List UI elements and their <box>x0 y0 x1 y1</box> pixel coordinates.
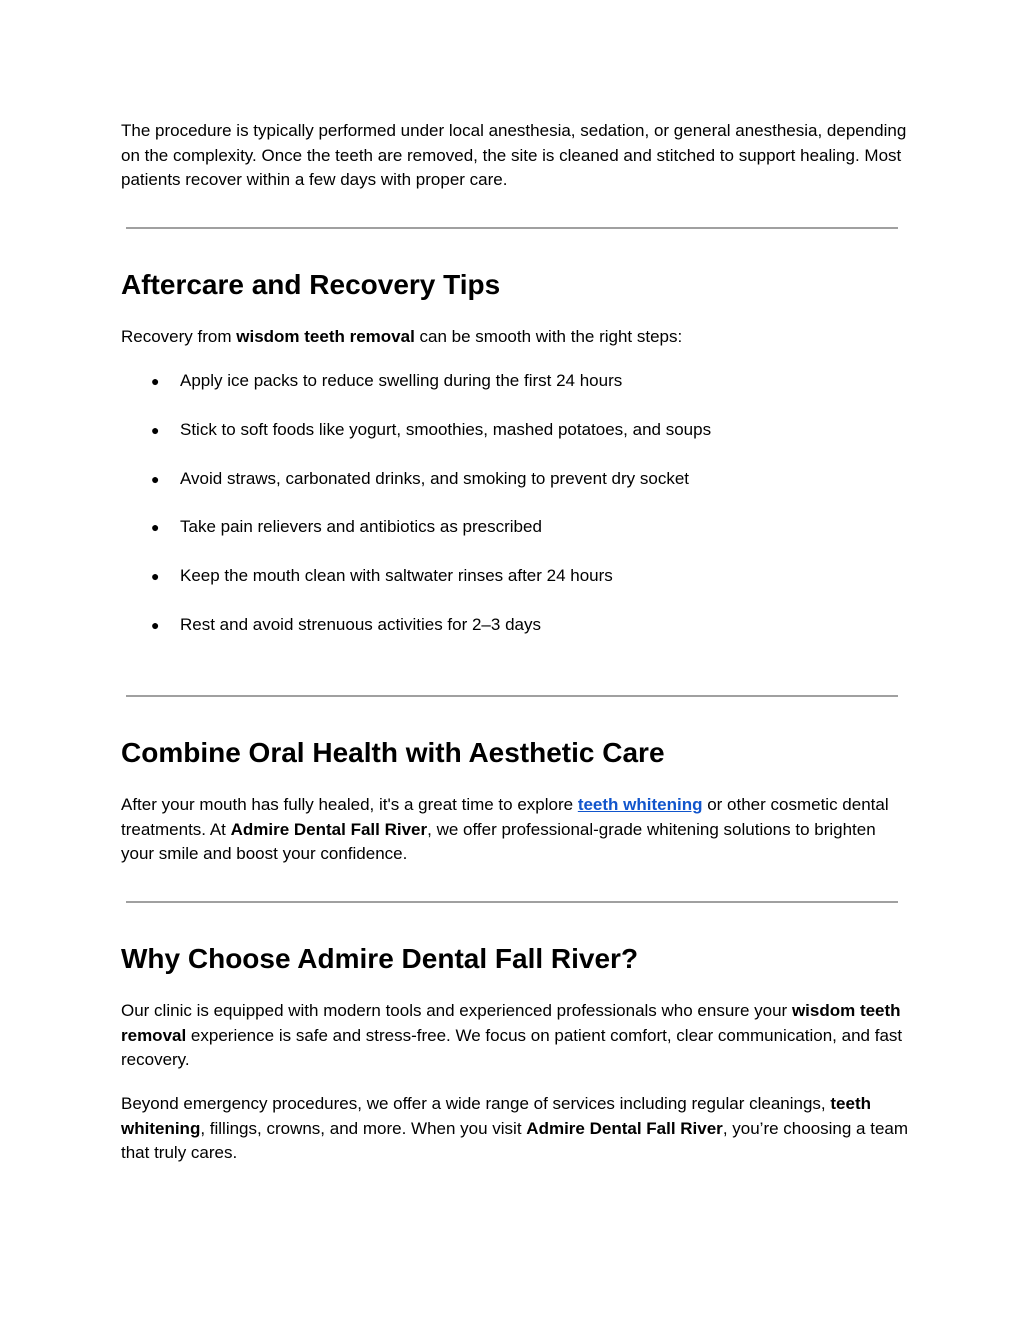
why-p1-post: experience is safe and stress-free. We focus on patient comfort, clear communication, and fast recovery. <box>121 1025 903 1069</box>
aftercare-lead-post: can be smooth with the right steps: <box>414 327 683 346</box>
why-paragraph-1 <box>121 999 911 1073</box>
tip-text: Apply ice packs to reduce swelling during the first 24 hours <box>180 371 623 390</box>
aftercare-heading: Aftercare and Recovery Tips <box>121 269 501 300</box>
bullet-icon: ● <box>151 471 160 487</box>
tip-text: Keep the mouth clean with saltwater rinses after 24 hours <box>180 566 613 585</box>
bullet-icon: ● <box>151 617 160 633</box>
why-heading: Why Choose Admire Dental Fall River? <box>121 943 639 974</box>
why-paragraph-1-block <box>121 999 911 1073</box>
why-p2-mid: , fillings, crowns, and more. When you visit <box>200 1118 527 1138</box>
aftercare-lead <box>121 325 911 350</box>
aesthetic-paragraph <box>121 793 911 867</box>
tip-text: Avoid straws, carbonated drinks, and smoking to prevent dry socket <box>180 469 689 488</box>
teeth-whitening-link[interactable]: teeth whitening <box>577 795 703 814</box>
why-p2-pre: Beyond emergency procedures, we offer a wide range of services including regular cleanings, <box>121 1094 831 1113</box>
bullet-icon: ● <box>151 373 160 389</box>
section-divider <box>126 227 898 229</box>
why-paragraph-2 <box>121 1092 911 1166</box>
aesthetic-text-post: , we offer professional-grade whitening solutions to brighten your smile and boost your confidence. <box>121 819 876 863</box>
section-divider <box>126 695 898 697</box>
aesthetic-bold-name: Admire Dental Fall River <box>230 819 428 839</box>
bullet-icon: ● <box>151 422 160 438</box>
bullet-icon: ● <box>151 519 160 535</box>
intro-paragraph: The procedure is typically performed under local anesthesia, sedation, or general anesthesia, depending on the complexity. Once the teeth are removed, the site is cleaned and stitched to support healing. Most patients recover within a few days with proper care. <box>121 121 907 189</box>
aftercare-lead-pre: Recovery from <box>121 327 237 346</box>
aesthetic-text-pre: After your mouth has fully healed, it's a great time to explore <box>121 795 578 814</box>
why-p1-bold: wisdom teeth removal <box>121 1001 901 1045</box>
aesthetic-text-mid: or other cosmetic dental treatments. At <box>121 795 889 839</box>
section-divider <box>126 901 898 903</box>
why-paragraph-2-block <box>121 1092 911 1166</box>
why-p2-bold-2: Admire Dental Fall River <box>526 1118 723 1138</box>
tip-text: Rest and avoid strenuous activities for 2–3 days <box>180 615 541 634</box>
bullet-icon: ● <box>151 568 160 584</box>
why-p2-bold-1: teeth whitening <box>121 1094 871 1138</box>
aesthetic-section <box>121 793 911 867</box>
aftercare-lead-bold: wisdom teeth removal <box>236 327 415 346</box>
why-p2-post: , you’re choosing a team that truly cares. <box>121 1118 909 1162</box>
aesthetic-heading: Combine Oral Health with Aesthetic Care <box>121 737 665 768</box>
intro-section <box>121 119 911 193</box>
tip-text: Stick to soft foods like yogurt, smoothies, mashed potatoes, and soups <box>180 420 712 439</box>
tip-text: Take pain relievers and antibiotics as prescribed <box>180 517 542 536</box>
why-p1-pre: Our clinic is equipped with modern tools and experienced professionals who ensure your <box>121 1001 792 1020</box>
